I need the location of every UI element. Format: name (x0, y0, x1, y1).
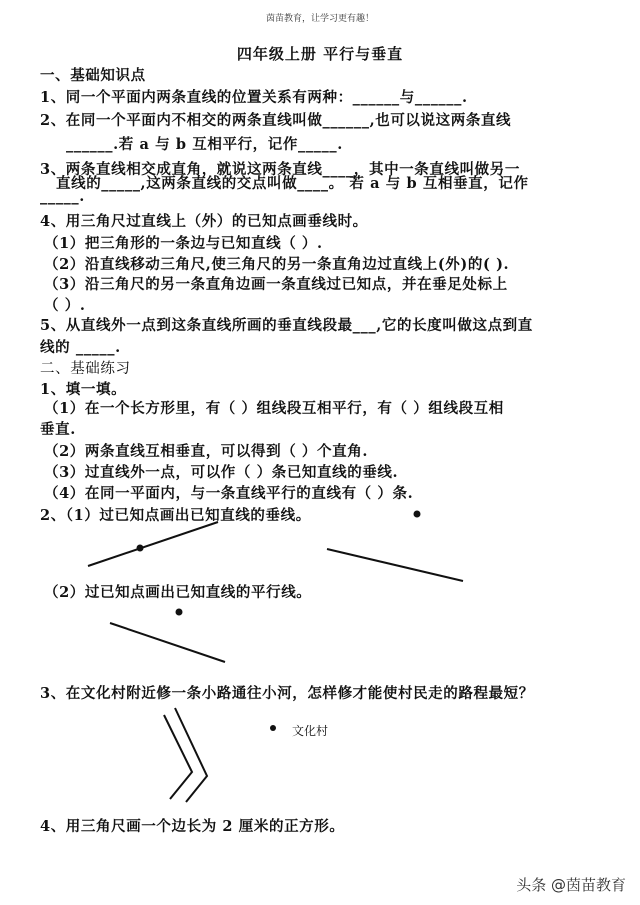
parallel-point-dot (176, 609, 183, 616)
q2-part2: （2）过已知点画出已知直线的平行线。 (44, 584, 312, 601)
river-bank-1 (164, 715, 192, 799)
q1-line-3: （2）两条直线互相垂直，可以得到（ ）个直角. (44, 443, 368, 460)
section2-heading: 二、基础练习 (40, 361, 131, 377)
perp-point-b-dot (414, 511, 421, 518)
parallel-known-line (110, 623, 225, 662)
s1-line-4: 3、两条直线相交成直角，就说这两条直线____，其中一条直线叫做另一 (40, 161, 520, 178)
village-dot (270, 725, 276, 731)
s1-line-11: （ ）. (44, 297, 86, 314)
perp-known-line-a (88, 522, 218, 566)
village-label: 文化村 (292, 724, 329, 738)
section1-heading: 一、基础知识点 (40, 67, 146, 84)
s1-line-10: （3）沿三角尺的另一条直角边画一条直线过已知点，并在垂足处标上 (44, 276, 508, 293)
perp-known-line-b (327, 549, 463, 581)
q1-line-1: （1）在一个长方形里，有（ ）组线段互相平行，有（ ）组线段互相 (44, 400, 504, 417)
q4-text: 4、用三角尺画一个边长为 2 厘米的正方形。 (40, 818, 345, 835)
header-slogan: 茵苗教育，让学习更有趣！ (265, 14, 374, 24)
s1-line-2: 2、在同一个平面内不相交的两条直线叫做______,也可以说这两条直线 (40, 112, 512, 129)
q3-text: 3、在文化村附近修一条小路通往小河，怎样修才能使村民走的路程最短？ (40, 685, 534, 702)
s1-line-9: （2）沿直线移动三角尺,使三角尺的另一条直角边过直线上(外)的( ). (44, 256, 510, 273)
s1-line-5: 直线的_____,这两条直线的交点叫做____。 若 a 与 b 互相垂直，记作 (56, 175, 529, 192)
q1-line-2: 垂直. (40, 421, 76, 438)
s1-line-7: 4、用三角尺过直线上（外）的已知点画垂线时。 (40, 213, 368, 230)
q2-part1: 2、（1）过已知点画出已知直线的垂线。 (40, 507, 311, 524)
q1-line-4: （3）过直线外一点，可以作（ ）条已知直线的垂线. (44, 464, 399, 481)
perp-point-a-dot (137, 545, 144, 552)
s1-line-8: （1）把三角形的一条边与已知直线（ ）. (44, 235, 323, 252)
s1-line-1: 1、同一个平面内两条直线的位置关系有两种：______与______. (40, 89, 468, 106)
s1-line-6: _____. (40, 188, 85, 205)
s1-line-12: 5、从直线外一点到这条直线所画的垂直线段最___,它的长度叫做这点到直 (40, 317, 533, 334)
watermark: 头条 @茵苗教育 (516, 876, 626, 894)
q1-line-5: （4）在同一平面内，与一条直线平行的直线有（ ）条. (44, 485, 414, 502)
s1-line-3: ______.若 a 与 b 互相平行，记作_____. (66, 136, 343, 153)
q1-label: 1、填一填。 (40, 381, 127, 398)
s1-line-13: 线的 _____. (40, 339, 121, 356)
page-title: 四年级上册 平行与垂直 (236, 45, 404, 63)
